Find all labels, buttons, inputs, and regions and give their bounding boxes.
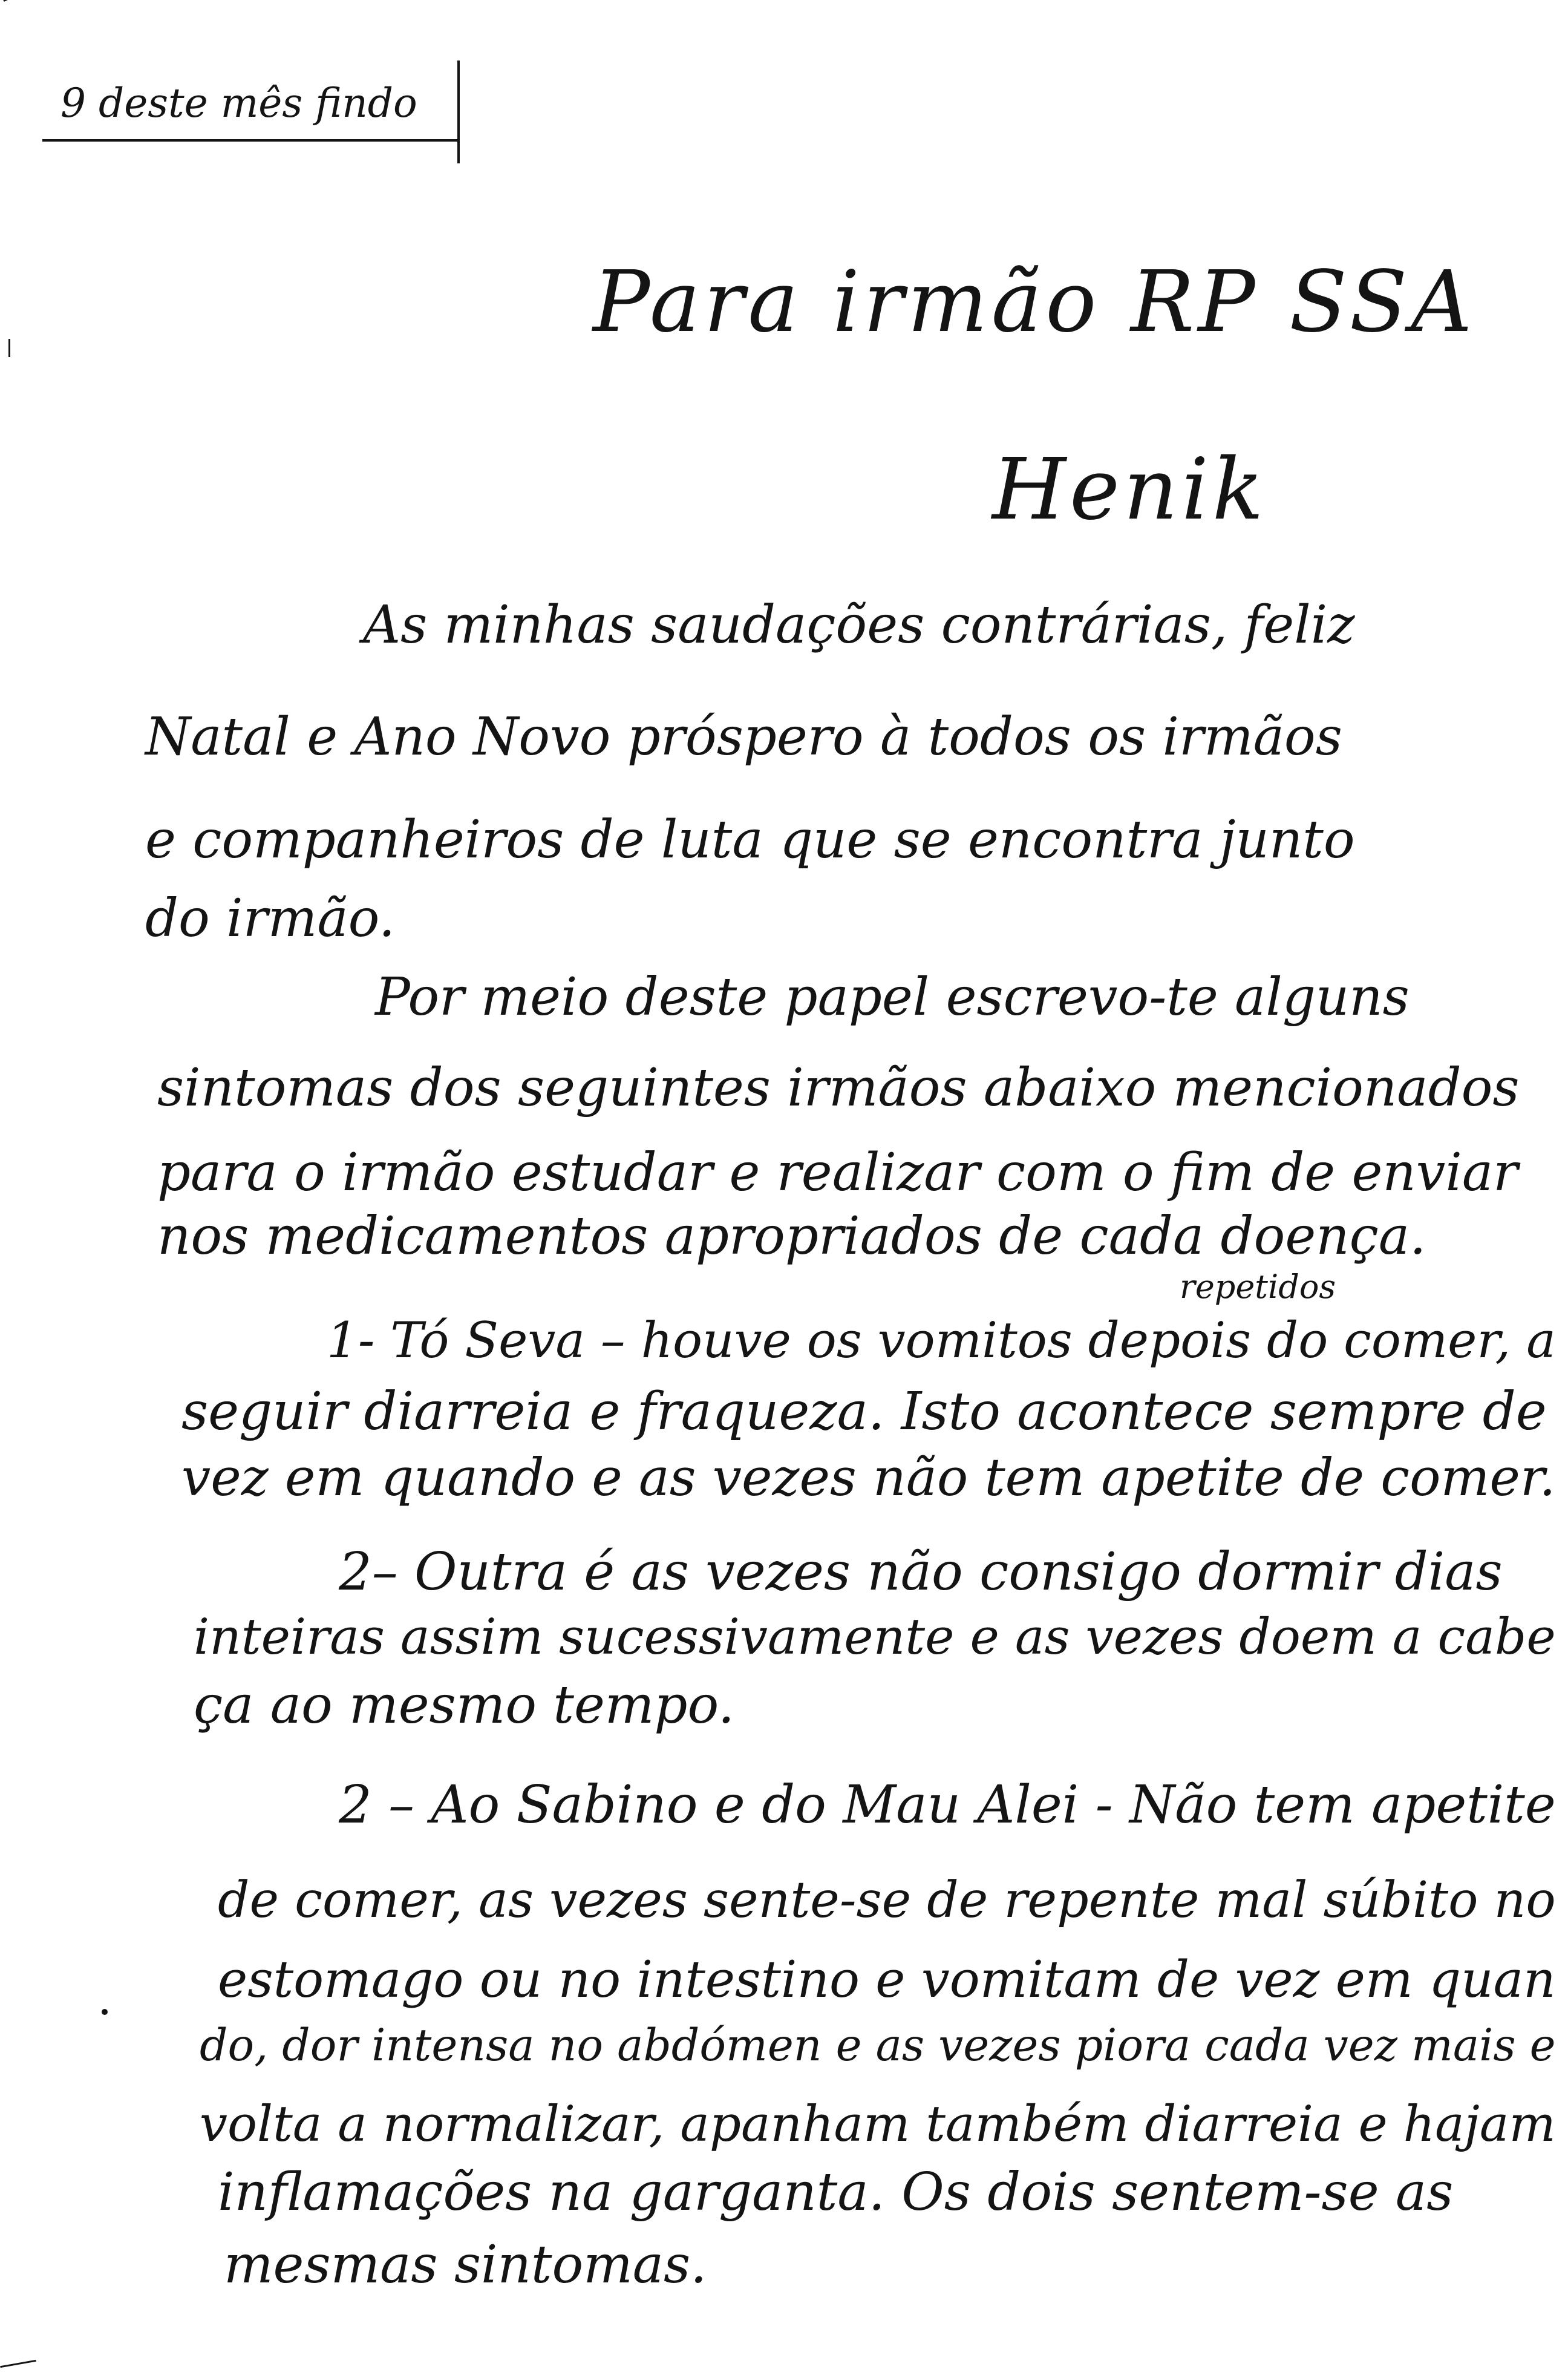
ink-speck [102,2009,108,2015]
salutation: Para irmão RP SSA [593,253,1476,352]
corner-note: 9 deste mês findo [60,80,417,126]
letter-line-6: sintomas dos seguintes irmãos abaixo mencionados [157,1058,1520,1118]
letter-line-14: ça ao mesmo tempo. [194,1675,735,1735]
letter-line-5: Por meio deste papel escrevo-te alguns [375,967,1410,1027]
letter-line-11: vez em quando e as vezes não tem apetite de comer. [181,1448,1556,1508]
letter-line-15: 2 – Ao Sabino e do Mau Alei - Não tem apetite [339,1775,1556,1835]
letter-line-21: mesmas sintomas. [224,2235,707,2295]
letter-line-16: de comer, as vezes sente-se de repente mal súbito no [218,1872,1556,1929]
recipient-name: Henik [992,441,1267,539]
letter-line-20: inflamações na garganta. Os dois sentem-se as [218,2162,1454,2222]
letter-line-9: 1- Tó Seva – houve os vomitos depois do comer, a [327,1312,1556,1369]
corner-note-underline [42,139,460,142]
bottom-corner-mark [0,2360,36,2368]
letter-line-19: volta a normalizar, apanham também diarreia e hajam [200,2095,1556,2153]
letter-line-4: do irmão. [145,888,396,949]
letter-line-13: inteiras assim sucessivamente e as vezes doem a cabe [194,1608,1556,1666]
letter-line-2: Natal e Ano Novo próspero à todos os irmãos [145,707,1342,767]
letter-line-17: estomago ou no intestino e vomitam de vez em quan [218,1950,1556,2009]
corner-note-box [42,61,460,157]
letter-line-1: As minhas saudações contrárias, feliz [363,595,1355,655]
letter-line-8: nos medicamentos apropriados de cada doença. [157,1206,1426,1266]
letter-line-10: seguir diarreia e fraqueza. Isto acontece sempre de [181,1381,1547,1442]
letter-line-7: para o irmão estudar e realizar com o fim de enviar [157,1142,1518,1203]
letter-line-18: do, dor intensa no abdómen e as vezes piora cada vez mais e [200,2020,1556,2071]
letter-line-3: e companheiros de luta que se encontra junto [145,810,1355,870]
letter-line-12: 2– Outra é as vezes não consigo dormir dias [339,1542,1503,1602]
inserted-word: repetidos [1180,1268,1336,1306]
corner-note-rule [457,61,460,163]
margin-mark [8,339,10,357]
corner-mark [3,0,31,2]
